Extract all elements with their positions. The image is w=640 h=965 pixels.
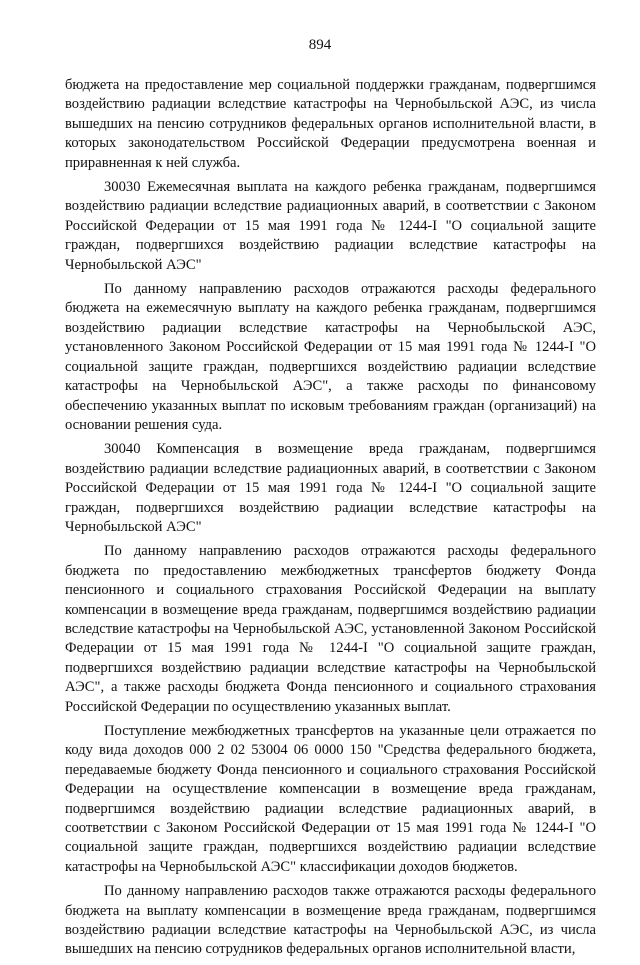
paragraph-30040-description: По данному направлению расходов отражаются расходы федерального бюджета по предоставлению межбюджетных трансфертов бюджету Фонда пенсионного и социального страхования Российской Федерации на выплату компенсации в возмещение вреда гражданам, подвергшимся воздействию радиации вследствие катастрофы на Чернобыльской АЭС, установленной Законом Российской Федерации от 15 мая 1991 года № 1244-I "О социальной защите граждан, подвергшихся воздействию радиации вследствие катастрофы на Чернобыльской АЭС", а также расходы бюджета Фонда пенсионного и социального страхования Российской Федерации по осуществлению указанных выплат.: [65, 543, 596, 715]
document-body: [65, 76, 596, 965]
paragraph-30040-heading: 30040 Компенсация в возмещение вреда гражданам, подвергшимся воздействию радиации вследствие радиационных аварий, в соответствии с Законом Российской Федерации от 15 мая 1991 года № 1244-I "О социальной защите граждан, подвергшихся воздействию радиации вследствие катастрофы на Чернобыльской АЭС": [65, 441, 596, 535]
paragraph-30030-description: По данному направлению расходов отражаются расходы федерального бюджета на ежемесячную выплату на каждого ребенка гражданам, подвергшимся воздействию радиации вследствие катастрофы на Чернобыльской АЭС, установленного Законом Российской Федерации от 15 мая 1991 года № 1244-I "О социальной защите граждан, подвергшихся воздействию радиации вследствие катастрофы на Чернобыльской АЭС", а также расходы по финансовому обеспечению указанных выплат по исковым требованиям граждан (организаций) на основании решения суда.: [65, 281, 596, 433]
paragraph-30030-heading: 30030 Ежемесячная выплата на каждого ребенка гражданам, подвергшимся воздействию радиации вследствие радиационных аварий, в соответствии с Законом Российской Федерации от 15 мая 1991 года № 1244-I "О социальной защите граждан, подвергшихся воздействию радиации вследствие катастрофы на Чернобыльской АЭС": [65, 179, 596, 273]
paragraph-transfer-income-code: Поступление межбюджетных трансфертов на указанные цели отражается по коду вида доходов 000 2 02 53004 06 0000 150 "Средства федерального бюджета, передаваемые бюджету Фонда пенсионного и социального страхования Российской Федерации на осуществление компенсации в возмещение вреда гражданам, подвергшимся воздействию радиации вследствие радиационных аварий, в соответствии с Законом Российской Федерации от 15 мая 1991 года № 1244-I "О социальной защите граждан, подвергшихся воздействию радиации вследствие катастрофы на Чернобыльской АЭС" классификации доходов бюджетов.: [65, 723, 596, 875]
page-number: 894: [308, 37, 332, 53]
paragraph-additional-expenses: По данному направлению расходов также отражаются расходы федерального бюджета на выплату компенсации в возмещение вреда гражданам, подвергшимся воздействию радиации вследствие катастрофы на Чернобыльской АЭС, из числа вышедших на пенсию сотрудников федеральных органов исполнительной власти,: [65, 883, 596, 958]
paragraph-continuation: бюджета на предоставление мер социальной поддержки гражданам, подвергшимся воздействию радиации вследствие катастрофы на Чернобыльской АЭС, из числа вышедших на пенсию сотрудников федеральных органов исполнительной власти, в которых законодательством Российской Федерации предусмотрена военная и приравненная к ней служба.: [65, 77, 596, 171]
